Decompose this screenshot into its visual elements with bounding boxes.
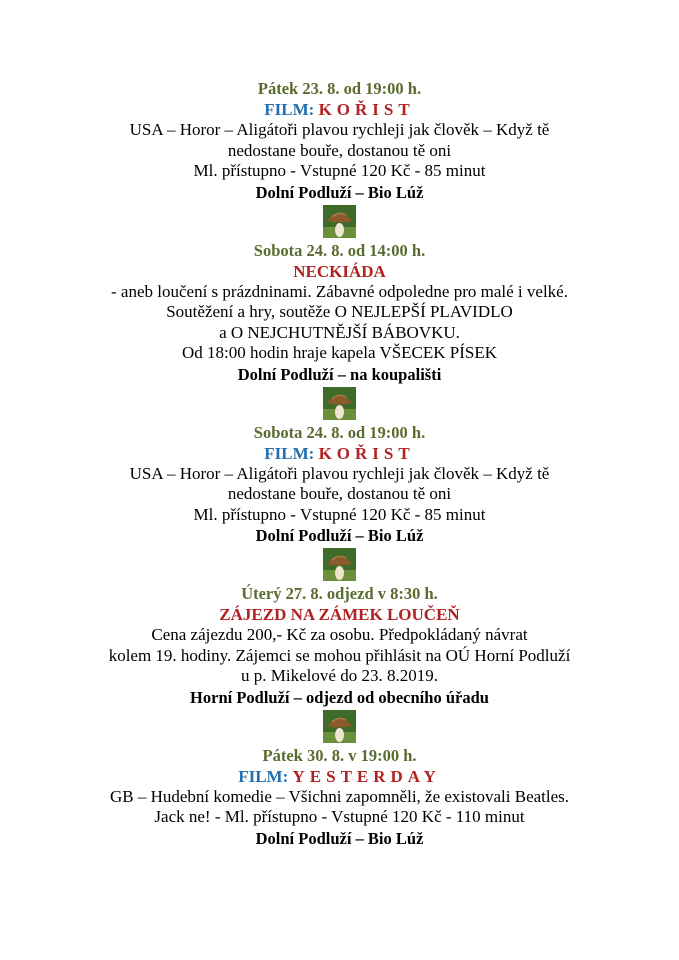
event-title: ZÁJEZD NA ZÁMEK LOUČEŇ	[219, 605, 460, 624]
event-description-line: USA – Horor – Aligátoři plavou rychleji jak člověk – Když tě	[129, 120, 550, 139]
event-film-korist-1	[0, 78, 679, 203]
mushroom-icon	[323, 548, 356, 581]
mushroom-icon	[323, 387, 356, 420]
event-program	[0, 78, 679, 849]
event-description-line: Soutěžení a hry, soutěže O NEJLEPŠÍ PLAVIDLO	[166, 302, 513, 321]
film-name: YESTERDAY	[292, 766, 441, 786]
mushroom-icon	[323, 710, 356, 743]
event-description-line: kolem 19. hodiny. Zájemci se mohou přihlásit na OÚ Horní Podluží	[108, 645, 571, 665]
event-place: Dolní Podluží – Bio Lúž	[255, 182, 424, 202]
event-date: Sobota 24. 8. od 19:00 h.	[253, 422, 426, 442]
event-description-line: Ml. přístupno - Vstupné 120 Kč - 85 minut	[193, 504, 486, 524]
event-date: Pátek 23. 8. od 19:00 h.	[257, 79, 422, 98]
film-name: KOŘIST	[318, 100, 415, 119]
event-description-line: - aneb loučení s prázdninami. Zábavné odpoledne pro malé i velké.	[111, 281, 568, 301]
event-place: Dolní Podluží – Bio Lúž	[255, 526, 424, 545]
event-title	[0, 443, 679, 464]
event-zajezd-loucen	[0, 583, 679, 708]
event-place: Dolní Podluží – na koupališti	[237, 364, 442, 384]
event-description-line: USA – Horor – Aligátoři plavou rychleji jak člověk – Když tě	[129, 463, 550, 483]
event-description-line: a O NEJCHUTNĚJŠÍ BÁBOVKU.	[219, 322, 460, 342]
event-neckiada	[0, 240, 679, 385]
event-title	[0, 766, 679, 787]
event-title: NECKIÁDA	[293, 261, 386, 281]
film-name: KOŘIST	[318, 443, 415, 463]
event-date: Pátek 30. 8. v 19:00 h.	[262, 745, 417, 765]
event-description-line: u p. Mikelové do 23. 8.2019.	[241, 666, 438, 685]
film-prefix: FILM:	[264, 443, 319, 463]
event-description-line: Jack ne! - Ml. přístupno - Vstupné 120 Kč - 110 minut	[154, 807, 525, 826]
event-description-line: nedostane bouře, dostanou tě oni	[227, 484, 452, 503]
event-description-line: Ml. přístupno - Vstupné 120 Kč - 85 minut	[193, 161, 486, 180]
event-description-line: Od 18:00 hodin hraje kapela VŠECEK PÍSEK	[181, 343, 498, 362]
event-title	[0, 99, 679, 120]
event-place: Dolní Podluží – Bio Lúž	[255, 828, 424, 848]
event-date: Úterý 27. 8. odjezd v 8:30 h.	[241, 584, 438, 603]
event-description-line: Cena zájezdu 200,- Kč za osobu. Předpokládaný návrat	[151, 625, 528, 644]
film-prefix: FILM:	[264, 100, 319, 119]
event-date: Sobota 24. 8. od 14:00 h.	[253, 240, 426, 260]
event-film-korist-2	[0, 422, 679, 547]
event-place: Horní Podluží – odjezd od obecního úřadu	[190, 687, 489, 707]
event-description-line: GB – Hudební komedie – Všichni zapomněli, že existovali Beatles.	[109, 786, 570, 806]
event-description-line: nedostane bouře, dostanou tě oni	[227, 140, 452, 160]
event-film-yesterday	[0, 745, 679, 849]
mushroom-icon	[323, 205, 356, 238]
film-prefix: FILM:	[238, 766, 293, 786]
